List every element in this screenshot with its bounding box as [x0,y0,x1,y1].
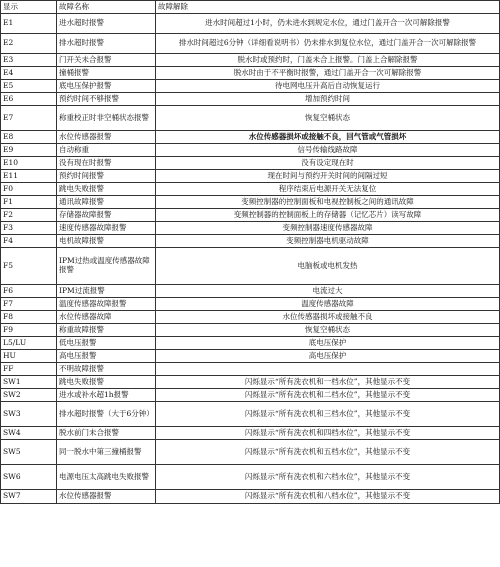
header-display: 显示 [1,1,57,14]
table-row [1,427,500,440]
fault-code-cell: E8 [1,131,57,144]
fault-fix-cell: 闪烁显示“所有洗衣机和一档水位”，其他显示不变 [156,376,500,389]
fault-name-cell: 跳电失败报警 [57,183,156,196]
fault-fix-cell: 脱水时或预约时，门盖未合上报警。门盖上合解除报警 [156,54,500,67]
fault-code-cell: E1 [1,14,57,34]
table-row [1,402,500,427]
fault-code-cell: L5/LU [1,337,57,350]
fault-code-cell: F7 [1,298,57,311]
fault-name-cell: 通讯故障报警 [57,196,156,209]
fault-fix-cell: 高电压保护 [156,350,500,363]
fault-name-cell: 不明故障报警 [57,363,156,376]
fault-code-cell: E5 [1,80,57,93]
fault-name-cell: 自动称重 [57,144,156,157]
table-row [1,363,500,376]
fault-code-cell: F1 [1,196,57,209]
fault-fix-cell: 水位传感器损坏或接触不良，回气管或气管损坏 [156,131,500,144]
fault-fix-cell: 进水时间超过1小时，仍未进水到规定水位，通过门盖开合一次可解除报警 [156,14,500,34]
fault-name-cell: 预约时间不够报警 [57,93,156,106]
fault-fix-cell: 排水时间超过6分钟（详细看说明书）仍未排水到复位水位，通过门盖开合一次可解除报警 [156,34,500,54]
table-row [1,67,500,80]
fault-name-cell: 水位传感器故障 [57,311,156,324]
fault-name-cell: 同一脱水中第三撞桶报警 [57,440,156,465]
fault-fix-cell: 底电压保护 [156,337,500,350]
fault-name-cell: 速度传感器故障报警 [57,222,156,235]
fault-name-cell: IPM过热或温度传感器故障报警 [57,248,156,285]
table-row [1,34,500,54]
fault-code-cell: SW1 [1,376,57,389]
fault-code-cell: F0 [1,183,57,196]
fault-fix-cell: 温度传感器故障 [156,298,500,311]
fault-code-cell: E3 [1,54,57,67]
fault-fix-cell: 变频控制器的控制面板上的存储器（记忆芯片）读写故障 [156,209,500,222]
fault-fix-cell: 闪烁显示“所有洗衣机和五档水位”，其他显示不变 [156,440,500,465]
fault-code-cell: F8 [1,311,57,324]
fault-code-cell: F9 [1,324,57,337]
fault-code-cell: HU [1,350,57,363]
fault-name-cell: 排水超时报警（大于6分钟） [57,402,156,427]
table-row [1,93,500,106]
fault-name-cell: 电源电压太高跳电失败报警 [57,465,156,490]
fault-code-cell: E9 [1,144,57,157]
fault-fix-cell: 水位传感器损坏或接触不良 [156,311,500,324]
fault-name-cell: 水位传感器报警 [57,490,156,504]
fault-fix-cell: 变频控制器速度传感器故障 [156,222,500,235]
fault-name-cell: 排水超时报警 [57,34,156,54]
table-row [1,324,500,337]
fault-name-cell: 水位传感器报警 [57,131,156,144]
fault-code-cell: E4 [1,67,57,80]
fault-fix-cell: 没有设定现在时 [156,157,500,170]
fault-name-cell: 跳电失败报警 [57,376,156,389]
fault-fix-cell: 现在时间与预约开关时间的间隔过短 [156,170,500,183]
fault-fix-cell: 电脑板或电机发热 [156,248,500,285]
fault-code-cell: SW3 [1,402,57,427]
table-row [1,209,500,222]
fault-code-cell: SW2 [1,389,57,402]
fault-name-cell: 预约时间报警 [57,170,156,183]
table-row [1,298,500,311]
fault-fix-cell: 恢复空桶状态 [156,324,500,337]
fault-code-cell: F3 [1,222,57,235]
table-header-row [1,1,500,14]
fault-name-cell: 撞桶报警 [57,67,156,80]
fault-code-cell: F2 [1,209,57,222]
fault-fix-cell: 闪烁显示“所有洗衣机和六档水位”，其他显示不变 [156,465,500,490]
fault-code-cell: SW6 [1,465,57,490]
table-row [1,285,500,298]
fault-fix-cell: 待电网电压升高后自动恢复运行 [156,80,500,93]
fault-fix-cell: 增加预约时间 [156,93,500,106]
fault-name-cell: 温度传感器故障报警 [57,298,156,311]
table-row [1,350,500,363]
fault-name-cell: 脱水前门未合报警 [57,427,156,440]
fault-name-cell: 门开关未合报警 [57,54,156,67]
fault-name-cell: 进水超时报警 [57,14,156,34]
fault-name-cell: 电机故障报警 [57,235,156,248]
table-row [1,235,500,248]
table-row [1,196,500,209]
fault-name-cell: 没有现在时报警 [57,157,156,170]
table-row [1,311,500,324]
header-fault-fix: 故障解除 [156,1,500,14]
fault-code-cell: E6 [1,93,57,106]
fault-fix-cell: 信号传输线路故障 [156,144,500,157]
table-row [1,157,500,170]
fault-name-cell: 低电压报警 [57,337,156,350]
table-row [1,80,500,93]
table-row [1,248,500,285]
fault-name-cell: 称重故障报警 [57,324,156,337]
header-fault-name: 故障名称 [57,1,156,14]
table-row [1,465,500,490]
fault-fix-cell: 闪烁显示“所有洗衣机和二档水位”，其他显示不变 [156,389,500,402]
table-row [1,131,500,144]
table-row [1,14,500,34]
fault-fix-cell: 电流过大 [156,285,500,298]
table-row [1,337,500,350]
table-row [1,170,500,183]
fault-code-cell: SW5 [1,440,57,465]
fault-code-cell: SW4 [1,427,57,440]
fault-code-cell: F6 [1,285,57,298]
table-row [1,490,500,504]
fault-fix-cell: 恢复空桶状态 [156,106,500,131]
fault-code-cell: F5 [1,248,57,285]
fault-fix-cell [156,363,500,376]
table-row [1,106,500,131]
fault-name-cell: IPM过流报警 [57,285,156,298]
fault-fix-cell: 闪烁显示“所有洗衣机和三档水位”，其他显示不变 [156,402,500,427]
table-row [1,440,500,465]
table-row [1,144,500,157]
fault-code-cell: E10 [1,157,57,170]
fault-code-cell: F4 [1,235,57,248]
table-row [1,389,500,402]
fault-code-cell: SW7 [1,490,57,504]
table-row [1,183,500,196]
fault-name-cell: 称重校正时非空桶状态报警 [57,106,156,131]
table-row [1,54,500,67]
table-row [1,222,500,235]
fault-name-cell: 高电压报警 [57,350,156,363]
fault-fix-cell: 变频控制器电机驱动故障 [156,235,500,248]
fault-fix-cell: 脱水时由于不平衡时报警，通过门盖开合一次可解除报警 [156,67,500,80]
fault-fix-cell: 闪烁显示“所有洗衣机和八档水位”，其他显示不变 [156,490,500,504]
fault-code-cell: E2 [1,34,57,54]
fault-fix-cell: 闪烁显示“所有洗衣机和四档水位”，其他显示不变 [156,427,500,440]
fault-name-cell: 进水或补水超1h报警 [57,389,156,402]
fault-name-cell: 底电压保护报警 [57,80,156,93]
fault-code-table-body [1,1,500,504]
fault-fix-cell: 变频控制器的控制面板和电视控制板之间的通讯故障 [156,196,500,209]
fault-code-cell: E7 [1,106,57,131]
fault-code-cell: FF [1,363,57,376]
fault-fix-cell: 程序结束后电源开关无法复位 [156,183,500,196]
fault-code-cell: E11 [1,170,57,183]
table-row [1,376,500,389]
fault-name-cell: 存储器故障报警 [57,209,156,222]
